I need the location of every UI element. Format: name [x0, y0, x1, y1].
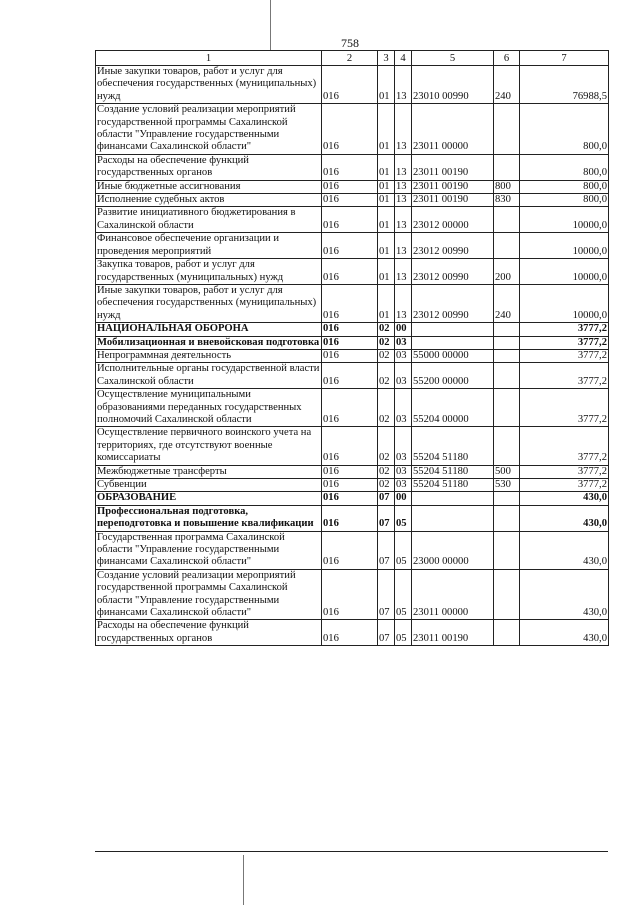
table-row	[96, 259, 609, 285]
target-article-cell: 55204 00000	[412, 389, 494, 427]
subsection-cell: 03	[395, 427, 412, 465]
section-cell: 01	[378, 154, 395, 180]
code-cell: 016	[322, 505, 378, 531]
column-header: 6	[494, 51, 520, 66]
code-cell: 016	[322, 154, 378, 180]
amount-cell: 430,0	[520, 505, 609, 531]
code-cell: 016	[322, 194, 378, 207]
item-name-cell: Непрограммная деятельность	[96, 349, 322, 362]
table-row	[96, 531, 609, 569]
target-article-cell: 23011 00190	[412, 194, 494, 207]
amount-cell: 10000,0	[520, 233, 609, 259]
item-name-cell: Иные закупки товаров, работ и услуг для обеспечения государственных (муниципальных) нужд	[96, 284, 322, 322]
code-cell: 016	[322, 427, 378, 465]
item-name-cell: Развитие инициативного бюджетирования в Сахалинской области	[96, 207, 322, 233]
expense-type-cell	[494, 349, 520, 362]
expense-type-cell: 200	[494, 259, 520, 285]
target-article-cell: 23012 00000	[412, 207, 494, 233]
target-article-cell: 23012 00990	[412, 284, 494, 322]
code-cell: 016	[322, 349, 378, 362]
page-number: 758	[341, 36, 359, 50]
target-article-cell	[412, 505, 494, 531]
section-cell: 02	[378, 323, 395, 336]
target-article-cell: 23000 00000	[412, 531, 494, 569]
amount-cell: 3777,2	[520, 349, 609, 362]
subsection-cell: 13	[395, 66, 412, 104]
table-row	[96, 323, 609, 336]
target-article-cell: 23011 00190	[412, 154, 494, 180]
item-name-cell: Субвенции	[96, 479, 322, 492]
target-article-cell: 23011 00190	[412, 620, 494, 646]
item-name-cell: Расходы на обеспечение функций государственных органов	[96, 620, 322, 646]
expense-type-cell	[494, 427, 520, 465]
expense-type-cell	[494, 531, 520, 569]
section-cell: 01	[378, 259, 395, 285]
table-row	[96, 180, 609, 193]
amount-cell: 430,0	[520, 531, 609, 569]
amount-cell: 76988,5	[520, 66, 609, 104]
amount-cell: 800,0	[520, 154, 609, 180]
table-row	[96, 479, 609, 492]
subsection-cell: 13	[395, 154, 412, 180]
section-cell: 02	[378, 389, 395, 427]
subsection-cell: 00	[395, 492, 412, 505]
table-row	[96, 104, 609, 155]
scan-artifact-line	[270, 0, 271, 50]
table-row	[96, 154, 609, 180]
target-article-cell: 23011 00000	[412, 104, 494, 155]
subsection-cell: 03	[395, 389, 412, 427]
subsection-cell: 13	[395, 104, 412, 155]
section-cell: 01	[378, 180, 395, 193]
column-header: 5	[412, 51, 494, 66]
subsection-cell: 13	[395, 259, 412, 285]
code-cell: 016	[322, 389, 378, 427]
target-article-cell: 23012 00990	[412, 233, 494, 259]
expense-type-cell: 530	[494, 479, 520, 492]
item-name-cell: Межбюджетные трансферты	[96, 465, 322, 478]
expense-type-cell	[494, 363, 520, 389]
target-article-cell: 55204 51180	[412, 465, 494, 478]
budget-table	[95, 50, 609, 646]
subsection-cell: 03	[395, 363, 412, 389]
subsection-cell: 05	[395, 531, 412, 569]
scan-artifact-line	[243, 855, 244, 905]
item-name-cell: Создание условий реализации мероприятий государственной программы Сахалинской области "Управление государственными финансами Сахалинской области"	[96, 569, 322, 620]
code-cell: 016	[322, 531, 378, 569]
amount-cell: 430,0	[520, 569, 609, 620]
code-cell: 016	[322, 336, 378, 349]
subsection-cell: 05	[395, 569, 412, 620]
amount-cell: 3777,2	[520, 427, 609, 465]
target-article-cell: 55200 00000	[412, 363, 494, 389]
expense-type-cell: 240	[494, 66, 520, 104]
table-row	[96, 66, 609, 104]
amount-cell: 3777,2	[520, 336, 609, 349]
amount-cell: 430,0	[520, 620, 609, 646]
code-cell: 016	[322, 569, 378, 620]
section-cell: 02	[378, 363, 395, 389]
target-article-cell: 55204 51180	[412, 479, 494, 492]
table-row	[96, 620, 609, 646]
expense-type-cell	[494, 569, 520, 620]
item-name-cell: ОБРАЗОВАНИЕ	[96, 492, 322, 505]
code-cell: 016	[322, 465, 378, 478]
subsection-cell: 13	[395, 284, 412, 322]
item-name-cell: Создание условий реализации мероприятий государственной программы Сахалинской области "Управление государственными финансами Сахалинской области"	[96, 104, 322, 155]
table-row	[96, 465, 609, 478]
subsection-cell: 05	[395, 505, 412, 531]
table-continuation-edge	[95, 851, 608, 852]
subsection-cell: 03	[395, 479, 412, 492]
table-row	[96, 569, 609, 620]
amount-cell: 3777,2	[520, 363, 609, 389]
target-article-cell: 23010 00990	[412, 66, 494, 104]
target-article-cell: 23012 00990	[412, 259, 494, 285]
expense-type-cell: 830	[494, 194, 520, 207]
amount-cell: 3777,2	[520, 323, 609, 336]
item-name-cell: Мобилизационная и вневойсковая подготовка	[96, 336, 322, 349]
section-cell: 07	[378, 620, 395, 646]
code-cell: 016	[322, 492, 378, 505]
table-header-row	[96, 51, 609, 66]
item-name-cell: Исполнение судебных актов	[96, 194, 322, 207]
target-article-cell: 23011 00000	[412, 569, 494, 620]
code-cell: 016	[322, 207, 378, 233]
code-cell: 016	[322, 66, 378, 104]
item-name-cell: Профессиональная подготовка, переподготовка и повышение квалификации	[96, 505, 322, 531]
table-row	[96, 363, 609, 389]
expense-type-cell	[494, 207, 520, 233]
amount-cell: 10000,0	[520, 284, 609, 322]
target-article-cell: 23011 00190	[412, 180, 494, 193]
table-body	[96, 66, 609, 646]
item-name-cell: Финансовое обеспечение организации и проведения мероприятий	[96, 233, 322, 259]
code-cell: 016	[322, 323, 378, 336]
amount-cell: 430,0	[520, 492, 609, 505]
expense-type-cell: 800	[494, 180, 520, 193]
expense-type-cell	[494, 492, 520, 505]
amount-cell: 800,0	[520, 194, 609, 207]
code-cell: 016	[322, 620, 378, 646]
subsection-cell: 03	[395, 336, 412, 349]
subsection-cell: 13	[395, 233, 412, 259]
section-cell: 07	[378, 569, 395, 620]
table-row	[96, 284, 609, 322]
amount-cell: 3777,2	[520, 479, 609, 492]
target-article-cell	[412, 492, 494, 505]
subsection-cell: 13	[395, 207, 412, 233]
subsection-cell: 05	[395, 620, 412, 646]
section-cell: 02	[378, 336, 395, 349]
item-name-cell: Осуществление первичного воинского учета на территориях, где отсутствуют военные комиссариаты	[96, 427, 322, 465]
expense-type-cell	[494, 505, 520, 531]
table-row	[96, 492, 609, 505]
column-header: 2	[322, 51, 378, 66]
section-cell: 01	[378, 104, 395, 155]
amount-cell: 3777,2	[520, 389, 609, 427]
amount-cell: 800,0	[520, 180, 609, 193]
item-name-cell: Иные бюджетные ассигнования	[96, 180, 322, 193]
subsection-cell: 03	[395, 349, 412, 362]
column-header: 4	[395, 51, 412, 66]
code-cell: 016	[322, 180, 378, 193]
table-row	[96, 207, 609, 233]
code-cell: 016	[322, 363, 378, 389]
expense-type-cell	[494, 233, 520, 259]
amount-cell: 10000,0	[520, 207, 609, 233]
item-name-cell: Государственная программа Сахалинской области "Управление государственными финансами Сахалинской области"	[96, 531, 322, 569]
expense-type-cell: 500	[494, 465, 520, 478]
column-header: 7	[520, 51, 609, 66]
amount-cell: 3777,2	[520, 465, 609, 478]
section-cell: 02	[378, 479, 395, 492]
expense-type-cell	[494, 389, 520, 427]
expense-type-cell	[494, 323, 520, 336]
expense-type-cell	[494, 336, 520, 349]
section-cell: 01	[378, 233, 395, 259]
subsection-cell: 13	[395, 194, 412, 207]
target-article-cell: 55204 51180	[412, 427, 494, 465]
code-cell: 016	[322, 233, 378, 259]
item-name-cell: Осуществление муниципальными образованиями переданных государственных полномочий Сахалинской области	[96, 389, 322, 427]
section-cell: 07	[378, 492, 395, 505]
table-row	[96, 233, 609, 259]
code-cell: 016	[322, 284, 378, 322]
expense-type-cell	[494, 104, 520, 155]
section-cell: 01	[378, 194, 395, 207]
table-row	[96, 349, 609, 362]
section-cell: 02	[378, 427, 395, 465]
item-name-cell: Исполнительные органы государственной власти Сахалинской области	[96, 363, 322, 389]
code-cell: 016	[322, 479, 378, 492]
subsection-cell: 00	[395, 323, 412, 336]
amount-cell: 10000,0	[520, 259, 609, 285]
section-cell: 07	[378, 531, 395, 569]
target-article-cell	[412, 323, 494, 336]
expense-type-cell	[494, 154, 520, 180]
table-row	[96, 389, 609, 427]
item-name-cell: НАЦИОНАЛЬНАЯ ОБОРОНА	[96, 323, 322, 336]
column-header: 1	[96, 51, 322, 66]
code-cell: 016	[322, 259, 378, 285]
table-row	[96, 427, 609, 465]
section-cell: 01	[378, 207, 395, 233]
section-cell: 02	[378, 465, 395, 478]
section-cell: 01	[378, 66, 395, 104]
column-header: 3	[378, 51, 395, 66]
target-article-cell	[412, 336, 494, 349]
target-article-cell: 55000 00000	[412, 349, 494, 362]
subsection-cell: 13	[395, 180, 412, 193]
item-name-cell: Расходы на обеспечение функций государственных органов	[96, 154, 322, 180]
subsection-cell: 03	[395, 465, 412, 478]
expense-type-cell	[494, 620, 520, 646]
table-row	[96, 194, 609, 207]
code-cell: 016	[322, 104, 378, 155]
section-cell: 07	[378, 505, 395, 531]
section-cell: 02	[378, 349, 395, 362]
table-row	[96, 336, 609, 349]
expense-type-cell: 240	[494, 284, 520, 322]
item-name-cell: Иные закупки товаров, работ и услуг для обеспечения государственных (муниципальных) нужд	[96, 66, 322, 104]
section-cell: 01	[378, 284, 395, 322]
amount-cell: 800,0	[520, 104, 609, 155]
table-row	[96, 505, 609, 531]
item-name-cell: Закупка товаров, работ и услуг для государственных (муниципальных) нужд	[96, 259, 322, 285]
